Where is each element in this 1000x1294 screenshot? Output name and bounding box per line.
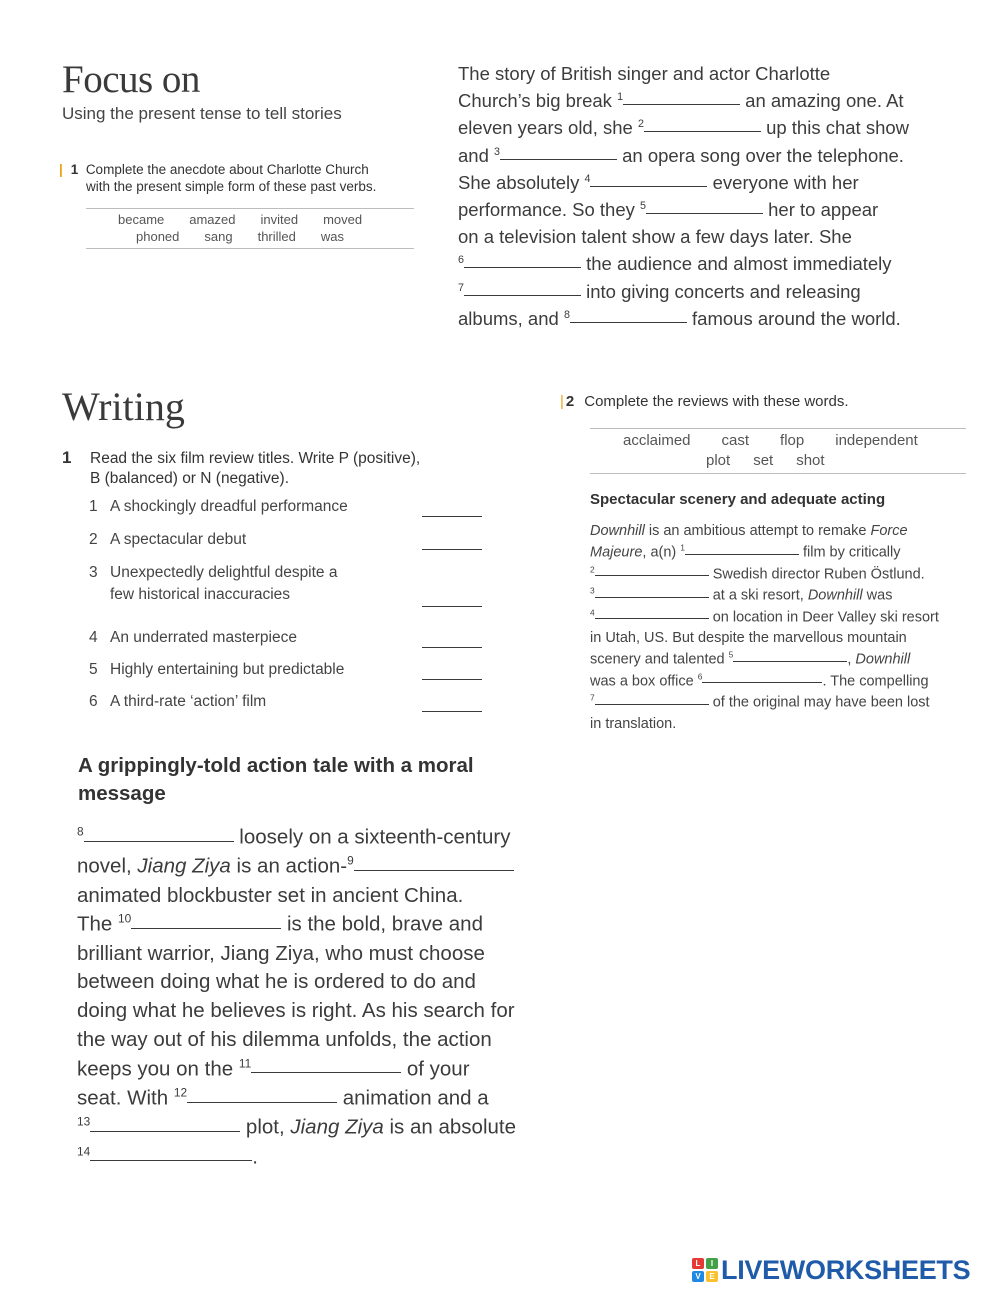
review-1-gap-4[interactable] bbox=[595, 605, 709, 620]
film-title: Downhill bbox=[855, 651, 911, 668]
review-2-title bbox=[78, 752, 548, 808]
review-1-gap-2-number: 2 bbox=[590, 564, 595, 575]
story-line bbox=[458, 114, 958, 141]
review-1-text: , a(n) bbox=[642, 544, 681, 561]
verb-word: thrilled bbox=[257, 229, 296, 244]
writing-exercise-1-instruction bbox=[90, 449, 420, 489]
story-text: eleven years old, she bbox=[458, 117, 638, 139]
review-2-text: keeps you on the bbox=[77, 1057, 239, 1081]
review-2-line bbox=[77, 852, 547, 881]
film-title: Downhill bbox=[590, 523, 645, 539]
review-2-line bbox=[77, 1143, 547, 1172]
story-text: famous around the world. bbox=[686, 307, 901, 329]
review-2-gap-13-number: 13 bbox=[77, 1115, 91, 1130]
film-title: Jiang Ziya bbox=[290, 1115, 384, 1139]
story-gap-5-number: 5 bbox=[640, 199, 646, 212]
story-line bbox=[458, 169, 958, 196]
review-2-gap-12-number: 12 bbox=[173, 1085, 188, 1100]
writing-instruction-line1: Read the six film review titles. Write P (positive), bbox=[90, 450, 421, 467]
liveworksheets-logo bbox=[692, 1255, 970, 1285]
review-1-line bbox=[590, 607, 970, 629]
review-title-number: 6 bbox=[89, 693, 98, 710]
review-1-gap-7-number: 7 bbox=[590, 692, 595, 703]
verb-word: phoned bbox=[136, 229, 180, 244]
review-2-text: novel, bbox=[77, 854, 138, 878]
story-gap-5[interactable] bbox=[646, 196, 763, 215]
review-1-text: on location in Deer Valley ski resort bbox=[708, 609, 939, 625]
story-gap-1-number: 1 bbox=[617, 91, 624, 104]
word-box-top-rule bbox=[86, 208, 414, 209]
verb-word: sang bbox=[204, 229, 233, 244]
review-title-item bbox=[89, 661, 344, 679]
review-1-line bbox=[590, 585, 970, 607]
review-2-line bbox=[77, 1084, 547, 1113]
answer-line-1[interactable] bbox=[422, 516, 482, 517]
review-2-gap-14[interactable] bbox=[90, 1141, 252, 1162]
review-title-number: 3 bbox=[89, 564, 98, 581]
review-1-line bbox=[590, 649, 970, 671]
review-1-body bbox=[590, 521, 970, 735]
review-2-line bbox=[77, 1026, 547, 1055]
story-gap-3[interactable] bbox=[500, 141, 617, 160]
review-2-text: plot, bbox=[240, 1115, 291, 1139]
review-2-gap-8-number: 8 bbox=[77, 824, 84, 839]
word-row-1 bbox=[118, 212, 387, 227]
answer-line-2[interactable] bbox=[422, 549, 482, 550]
story-text: albums, and bbox=[458, 307, 564, 329]
review-2-gap-13[interactable] bbox=[90, 1111, 240, 1132]
review-1-gap-5[interactable] bbox=[733, 647, 847, 662]
story-line bbox=[458, 60, 958, 87]
story-line bbox=[458, 142, 958, 169]
writing-heading: Writing bbox=[62, 384, 185, 429]
logo-text: LIVEWORKSHEETS bbox=[721, 1254, 971, 1285]
review-2-text: animation and a bbox=[337, 1086, 489, 1110]
review-1-gap-3[interactable] bbox=[595, 583, 709, 598]
review-1-gap-6-number: 6 bbox=[697, 671, 703, 682]
story-gap-7-number: 7 bbox=[458, 281, 464, 294]
review-2-gap-8[interactable] bbox=[84, 821, 234, 842]
review-1-line bbox=[590, 564, 970, 586]
review-title-text: A shockingly dreadful performance bbox=[110, 498, 348, 515]
verb-word: moved bbox=[323, 212, 363, 227]
review-1-text: of the original may have been lost bbox=[708, 694, 930, 711]
review-word: cast bbox=[721, 432, 750, 449]
story-gap-8[interactable] bbox=[570, 304, 687, 323]
story-line bbox=[458, 305, 958, 332]
review-2-text: between doing what he is ordered to do and bbox=[77, 970, 476, 994]
review-word: shot bbox=[796, 452, 825, 469]
review-title-number: 2 bbox=[89, 531, 98, 548]
exercise-2-number: 2 bbox=[565, 393, 575, 410]
word-row-2 bbox=[136, 229, 369, 244]
exercise-2-text: Complete the reviews with these words. bbox=[584, 393, 849, 410]
story-gap-6[interactable] bbox=[464, 250, 581, 269]
review-1-gap-6[interactable] bbox=[702, 669, 822, 684]
review-1-line bbox=[590, 521, 970, 542]
exercise-2-instruction: | 2 Complete the reviews with these words. bbox=[560, 393, 849, 410]
review-2-line bbox=[77, 1055, 547, 1084]
review-title-text: Unexpectedly delightful despite a bbox=[110, 564, 338, 581]
review-2-text: the way out of his dilemma unfolds, the action bbox=[77, 1028, 492, 1052]
review-2-text: is the bold, brave and bbox=[281, 912, 483, 936]
verb-word: was bbox=[320, 229, 345, 244]
review-2-gap-10[interactable] bbox=[131, 908, 281, 929]
exercise-1-line2: with the present simple form of these past verbs. bbox=[86, 179, 377, 194]
story-gap-8-number: 8 bbox=[563, 308, 570, 321]
story-text: The story of British singer and actor Charlotte bbox=[458, 63, 831, 84]
review-1-line bbox=[590, 714, 970, 735]
review-1-gap-7[interactable] bbox=[595, 690, 709, 705]
review-2-gap-11[interactable] bbox=[251, 1053, 401, 1074]
review-1-text: was bbox=[862, 587, 893, 604]
review-1-text: at a ski resort, bbox=[708, 587, 808, 604]
word-box-2-row-2 bbox=[706, 452, 848, 469]
answer-line-5[interactable] bbox=[422, 679, 482, 680]
review-title-text: Highly entertaining but predictable bbox=[110, 661, 345, 678]
story-gap-1[interactable] bbox=[623, 87, 740, 106]
review-title-item bbox=[89, 498, 348, 516]
story-text: an opera song over the telephone. bbox=[616, 144, 904, 166]
story-line bbox=[458, 196, 958, 223]
logo-mark-icon bbox=[692, 1258, 718, 1282]
review-word: acclaimed bbox=[623, 432, 691, 449]
review-2-text: brilliant warrior, Jiang Ziya, who must choose bbox=[77, 941, 485, 965]
story-gap-2[interactable] bbox=[644, 114, 761, 133]
review-2-line bbox=[77, 968, 547, 997]
review-title-text-line2: few historical inaccuracies bbox=[110, 586, 291, 603]
review-title-number: 5 bbox=[89, 661, 98, 678]
review-2-title-line2: message bbox=[78, 782, 166, 805]
word-box-2-bottom-rule bbox=[590, 473, 966, 474]
review-title-number: 4 bbox=[89, 629, 98, 646]
exercise-1-number: 1 bbox=[70, 162, 79, 177]
logo-mark-tile: E bbox=[706, 1271, 718, 1282]
review-2-line bbox=[77, 940, 547, 969]
story-line bbox=[458, 278, 958, 305]
review-1-text: film by critically bbox=[798, 544, 901, 561]
review-word: plot bbox=[706, 452, 731, 469]
story-line bbox=[458, 250, 958, 277]
story-text: an amazing one. At bbox=[740, 90, 904, 112]
review-word: set bbox=[753, 452, 774, 469]
story-text: Church’s big break bbox=[458, 90, 618, 112]
verb-word: became bbox=[118, 212, 165, 227]
story-gap-7[interactable] bbox=[464, 277, 581, 296]
review-2-text: loosely on a sixteenth-century bbox=[233, 825, 511, 849]
focus-subtitle: Using the present tense to tell stories bbox=[62, 104, 342, 123]
logo-mark-tile: L bbox=[692, 1258, 704, 1269]
review-word-box bbox=[590, 428, 966, 474]
review-2-text: . bbox=[252, 1145, 258, 1169]
story-text: everyone with her bbox=[707, 171, 859, 193]
story-text: the audience and almost immediately bbox=[580, 253, 892, 275]
review-2-title-line1: A grippingly-told action tale with a moral bbox=[78, 754, 474, 777]
story-text: her to appear bbox=[762, 199, 879, 221]
writing-exercise-1-number: 1 bbox=[62, 448, 72, 467]
review-1-text: was a box office bbox=[590, 673, 698, 689]
review-1-line bbox=[590, 542, 970, 564]
answer-line-4[interactable] bbox=[422, 647, 482, 648]
review-1-text: , bbox=[847, 651, 856, 668]
story-text: into giving concerts and releasing bbox=[580, 280, 861, 302]
story-text: on a television talent show a few days later. She bbox=[458, 226, 852, 248]
answer-line-6[interactable] bbox=[422, 711, 482, 712]
verb-word-box bbox=[86, 208, 414, 250]
story-text: She absolutely bbox=[458, 171, 585, 193]
logo-mark-tile: I bbox=[706, 1258, 718, 1269]
review-2-text: of your bbox=[401, 1057, 470, 1081]
review-2-gap-9[interactable] bbox=[354, 850, 514, 871]
review-1-line bbox=[590, 671, 970, 693]
story-line bbox=[458, 223, 958, 250]
verb-word: amazed bbox=[189, 212, 236, 227]
film-title: Downhill bbox=[807, 587, 863, 604]
review-1-gap-4-number: 4 bbox=[590, 607, 595, 618]
story-gap-4-number: 4 bbox=[584, 172, 591, 185]
review-2-text: animated blockbuster set in ancient China. bbox=[77, 883, 464, 907]
review-2-line bbox=[77, 882, 547, 911]
review-1-text: in Utah, US. But despite the marvellous mountain bbox=[590, 630, 907, 646]
charlotte-church-story bbox=[458, 60, 958, 332]
film-title: Jiang Ziya bbox=[137, 854, 231, 878]
review-1-text: in translation. bbox=[590, 715, 677, 732]
review-1-gap-1[interactable] bbox=[685, 540, 799, 555]
review-1-line bbox=[590, 692, 970, 714]
review-title-item bbox=[89, 629, 297, 647]
review-2-text: seat. With bbox=[77, 1086, 174, 1110]
story-line bbox=[458, 87, 958, 114]
review-2-line bbox=[77, 1113, 547, 1142]
review-2-line bbox=[77, 823, 547, 852]
review-title-number: 1 bbox=[89, 498, 98, 515]
review-2-text: The bbox=[77, 912, 119, 936]
review-2-gap-14-number: 14 bbox=[77, 1144, 91, 1159]
writing-instruction-line2: B (balanced) or N (negative). bbox=[90, 470, 290, 487]
review-2-gap-11-number: 11 bbox=[238, 1056, 252, 1071]
verb-word: invited bbox=[260, 212, 299, 227]
story-text: up this chat show bbox=[760, 117, 910, 139]
answer-line-3[interactable] bbox=[422, 606, 482, 607]
film-title: Majeure bbox=[590, 544, 643, 561]
word-box-2-top-rule bbox=[590, 428, 966, 429]
review-1-gap-1-number: 1 bbox=[680, 542, 685, 553]
review-title-text: A spectacular debut bbox=[110, 531, 247, 548]
review-title-item bbox=[89, 693, 266, 711]
review-2-gap-12[interactable] bbox=[187, 1082, 337, 1103]
review-2-body bbox=[77, 823, 547, 1172]
review-1-text: scenery and talented bbox=[590, 651, 729, 668]
review-title-text: A third-rate ‘action’ film bbox=[110, 693, 267, 710]
review-2-text: is an action- bbox=[230, 854, 348, 878]
story-gap-2-number: 2 bbox=[637, 118, 644, 131]
film-title: Force bbox=[870, 523, 908, 539]
word-box-bottom-rule bbox=[86, 248, 414, 249]
story-gap-4[interactable] bbox=[590, 168, 707, 187]
review-2-gap-9-number: 9 bbox=[347, 853, 354, 868]
word-box-2-row-1 bbox=[623, 432, 949, 449]
story-gap-6-number: 6 bbox=[458, 254, 464, 267]
exercise-1-instruction: | 1 Complete the anecdote about Charlotte Church with the present simple form of these past verbs. bbox=[59, 162, 377, 194]
review-1-text: Swedish director Ruben Östlund. bbox=[708, 566, 925, 582]
story-text: performance. So they bbox=[458, 199, 641, 221]
story-text: and bbox=[458, 144, 495, 166]
review-1-title: Spectacular scenery and adequate acting bbox=[590, 491, 886, 508]
review-2-text: is an absolute bbox=[383, 1115, 516, 1139]
review-1-gap-3-number: 3 bbox=[590, 585, 595, 596]
review-title-item bbox=[89, 531, 246, 549]
review-1-text: . The compelling bbox=[822, 673, 929, 689]
review-2-gap-10-number: 10 bbox=[118, 912, 132, 927]
review-title-item bbox=[89, 564, 337, 604]
review-1-gap-5-number: 5 bbox=[728, 649, 734, 660]
focus-on-heading: Focus on bbox=[62, 58, 200, 101]
review-1-gap-2[interactable] bbox=[595, 562, 709, 577]
exercise-1-line1: Complete the anecdote about Charlotte Church bbox=[85, 162, 369, 177]
review-title-text: An underrated masterpiece bbox=[110, 629, 297, 646]
story-gap-3-number: 3 bbox=[494, 145, 500, 158]
review-1-line bbox=[590, 628, 970, 649]
review-word: independent bbox=[835, 432, 918, 449]
review-1-text: is an ambitious attempt to remake bbox=[644, 523, 871, 539]
logo-mark-tile: V bbox=[692, 1271, 704, 1282]
review-2-line bbox=[77, 997, 547, 1026]
review-word: flop bbox=[780, 432, 805, 449]
review-2-text: doing what he believes is right. As his search for bbox=[77, 999, 515, 1023]
review-2-line bbox=[77, 910, 547, 939]
